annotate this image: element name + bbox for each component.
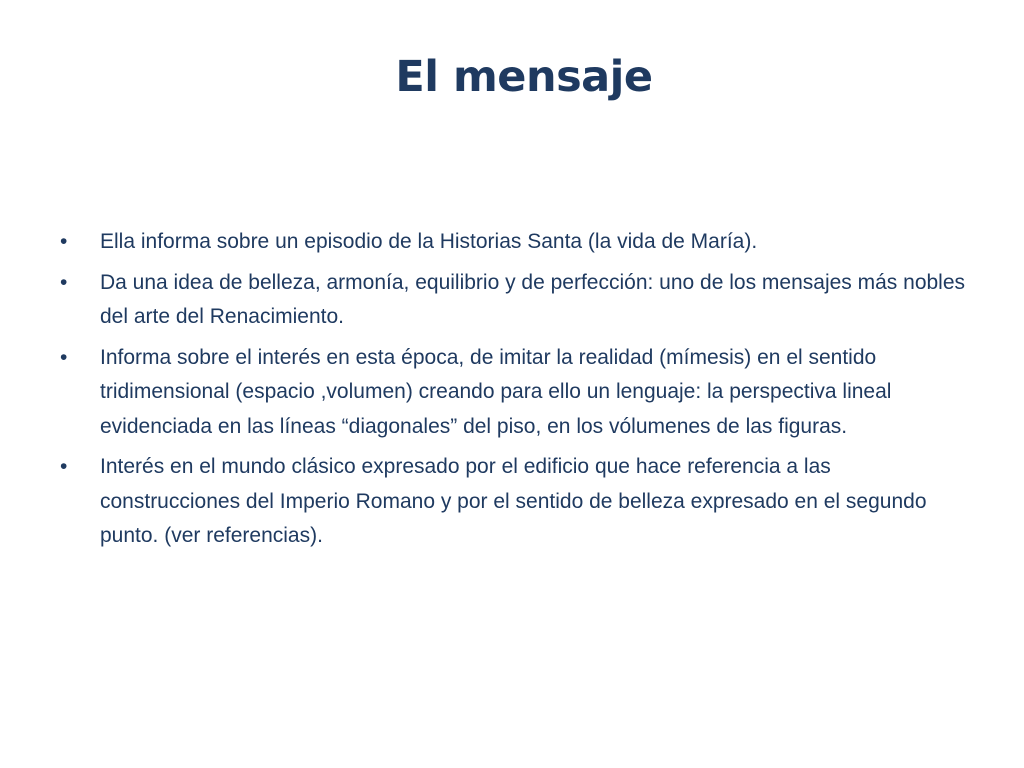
bullet-text: Informa sobre el interés en esta época, de imitar la realidad (mímesis) en el sentido tridimensional (espacio ,volumen) creando para ello un lenguaje: la perspectiva lineal evidenciada en las líneas “diagonales” del piso, en los vólumenes de las figuras. — [100, 345, 892, 438]
bullet-text: Interés en el mundo clásico expresado por el edificio que hace referencia a las construcciones del Imperio Romano y por el sentido de belleza expresado en el segundo punto. (ver referencias). — [100, 455, 927, 547]
bullet-text: Da una idea de belleza, armonía, equilibrio y de perfección: uno de los mensajes más nobles del arte del Renacimiento. — [100, 270, 966, 328]
bullet-icon: • — [60, 345, 68, 369]
slide-title: El mensaje — [395, 52, 653, 102]
bullet-text: Ella informa sobre un episodio de la Historias Santa (la vida de María). — [100, 230, 758, 253]
bullet-icon: • — [60, 230, 68, 253]
bullet-item — [60, 341, 975, 445]
bullet-icon: • — [60, 455, 68, 478]
bullet-item — [60, 225, 975, 260]
bullet-item — [60, 450, 975, 554]
bullet-item — [60, 266, 975, 335]
bullet-icon: • — [60, 270, 68, 294]
bullet-list — [60, 225, 975, 560]
